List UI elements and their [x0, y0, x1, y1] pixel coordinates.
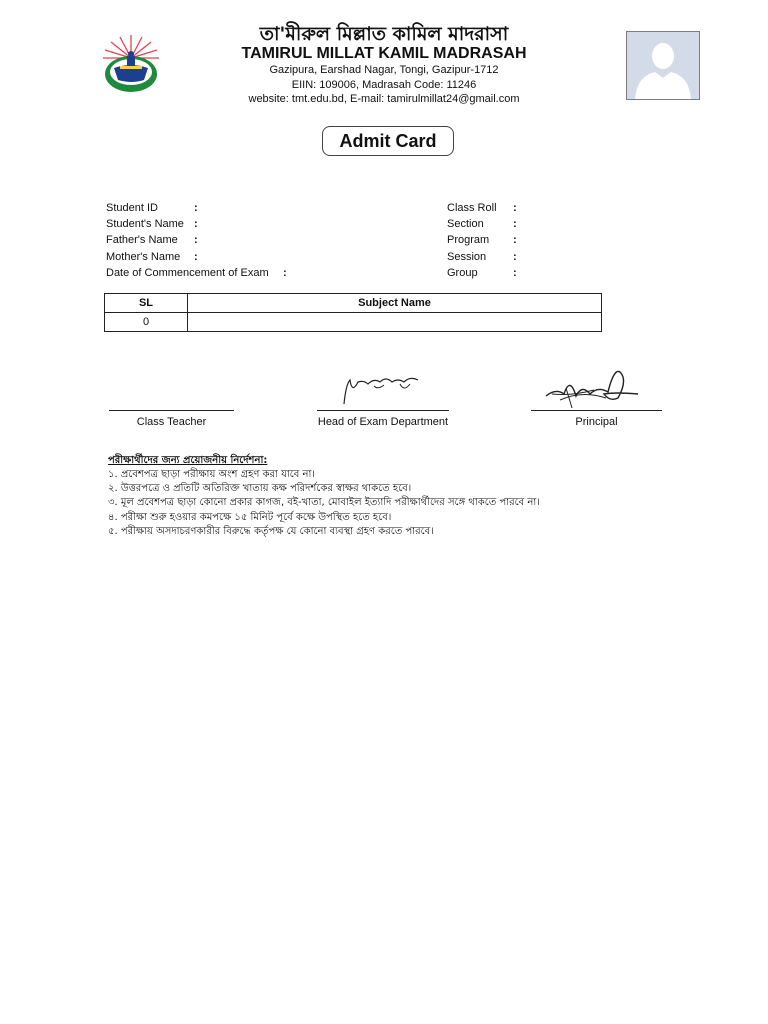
class-roll-label: Class Roll: [447, 202, 497, 214]
mother-name-label: Mother's Name: [106, 251, 181, 263]
person-silhouette-icon: [627, 32, 699, 99]
institution-address: Gazipura, Earshad Nagar, Tongi, Gazipur-1712: [269, 64, 499, 76]
student-name-label: Student's Name: [106, 218, 184, 230]
student-name-colon: :: [194, 218, 198, 230]
instruction-item: ২. উত্তরপত্রে ও প্রতিটি অতিরিক্ত খাতায় কক্ষ পরিদর্শকের স্বাক্ষর থাকতে হবে।: [108, 483, 412, 494]
father-name-label: Father's Name: [106, 234, 178, 246]
class-roll-colon: :: [513, 202, 517, 214]
instruction-item: ৪. পরীক্ষা শুরু হওয়ার কমপক্ষে ১৫ মিনিট পূর্বে কক্ষে উপস্থিত হতে হবে।: [108, 512, 392, 523]
group-colon: :: [513, 267, 517, 279]
class-teacher-signature-line: [109, 410, 234, 411]
institution-name-english: TAMIRUL MILLAT KAMIL MADRASAH: [241, 45, 527, 62]
head-of-exam-label: Head of Exam Department: [317, 416, 449, 428]
institution-codes: EIIN: 109006, Madrasah Code: 11246: [291, 79, 477, 91]
student-id-label: Student ID: [106, 202, 158, 214]
subject-table: [104, 293, 602, 332]
institution-name-bangla: তা'মীরুল মিল্লাত কামিল মাদরাসা: [259, 23, 509, 45]
exam-date-colon: :: [283, 267, 287, 279]
sl-cell: 0: [105, 313, 188, 332]
class-teacher-label: Class Teacher: [136, 416, 207, 428]
program-colon: :: [513, 234, 517, 246]
subject-name-column-header: Subject Name: [188, 294, 602, 313]
instruction-item: ৩. মূল প্রবেশপত্র ছাড়া কোনো প্রকার কাগজ, বই-খাতা, মোবাইল ইত্যাদি পরীক্ষার্থীদের সঙ্গে থাকতে পারবে না।: [108, 497, 540, 508]
institution-contact: website: tmt.edu.bd, E-mail: tamirulmillat24@gmail.com: [248, 93, 520, 105]
section-colon: :: [513, 218, 517, 230]
sl-column-header: SL: [105, 294, 188, 313]
principal-label: Principal: [575, 416, 618, 428]
group-label: Group: [447, 267, 478, 279]
table-row: [105, 313, 602, 332]
instruction-item: ১. প্রবেশপত্র ছাড়া পরীক্ষায় অংশ গ্রহণ করা যাবে না।: [108, 469, 315, 480]
document-title: Admit Card: [322, 126, 454, 156]
head-of-exam-signature: [338, 370, 426, 413]
head-of-exam-signature-line: [317, 410, 449, 411]
subject-name-cell: [188, 313, 602, 332]
session-colon: :: [513, 251, 517, 263]
student-photo-placeholder: [626, 31, 700, 100]
father-name-colon: :: [194, 234, 198, 246]
mother-name-colon: :: [194, 251, 198, 263]
principal-signature: [542, 364, 644, 415]
session-label: Session: [447, 251, 487, 263]
student-id-colon: :: [194, 202, 198, 214]
instruction-item: ৫. পরীক্ষায় অসদাচরণকারীর বিরুদ্ধে কর্তৃপক্ষ যে কোনো ব্যবস্থা গ্রহণ করতে পারবে।: [108, 526, 434, 537]
exam-date-label: Date of Commencement of Exam: [106, 267, 269, 279]
principal-signature-line: [531, 410, 662, 411]
madrasah-logo: [100, 32, 162, 94]
instructions-title: পরীক্ষার্থীদের জন্য প্রয়োজনীয় নির্দেশনা:: [108, 455, 268, 466]
program-label: Program: [447, 234, 490, 246]
table-header-row: [105, 294, 602, 313]
section-label: Section: [447, 218, 484, 230]
